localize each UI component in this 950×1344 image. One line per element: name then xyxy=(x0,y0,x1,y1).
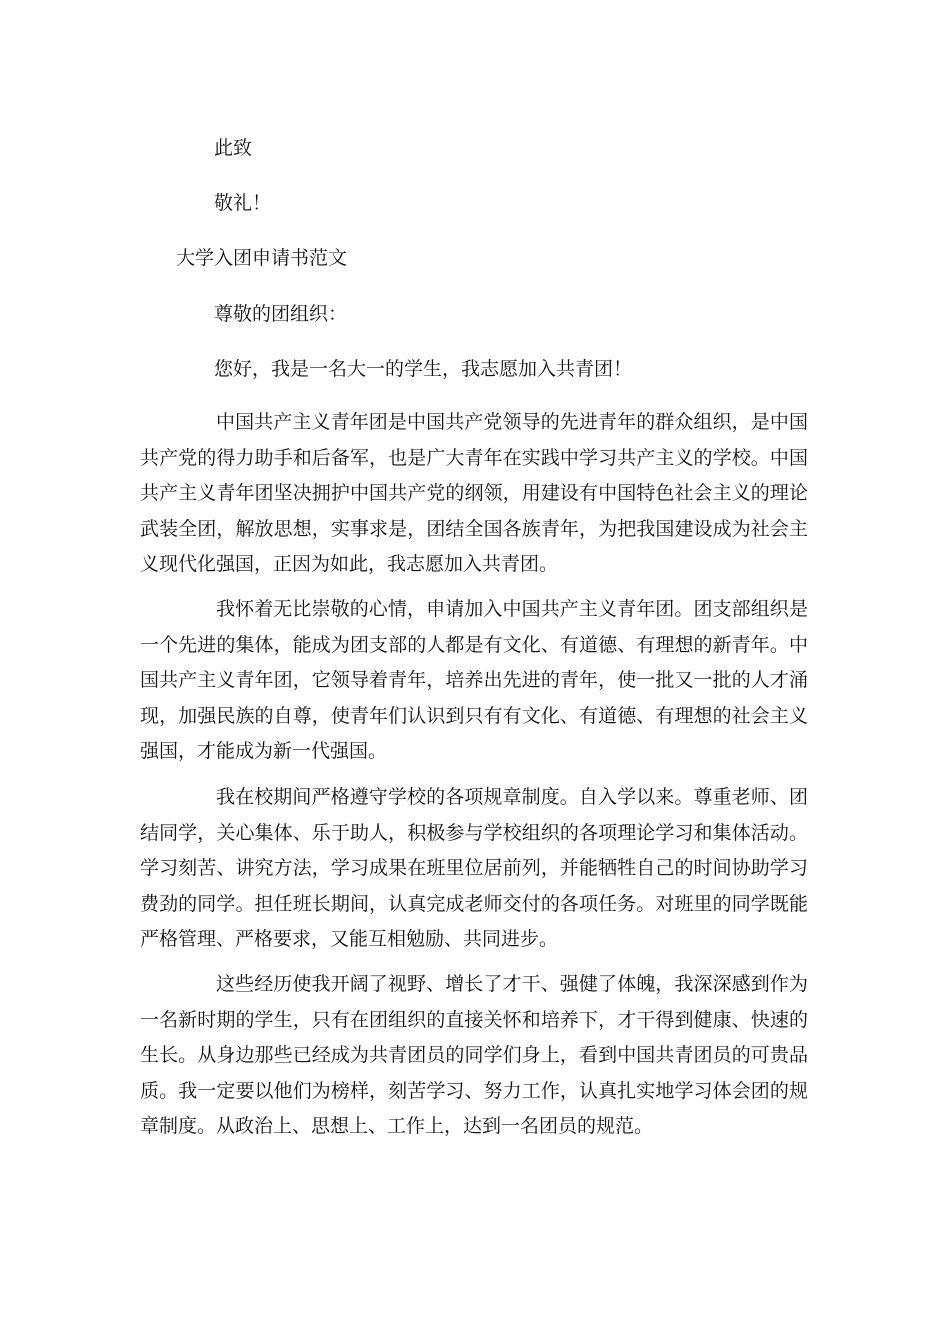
body-paragraph: 这些经历使我开阔了视野、增长了才干、强健了体魄，我深深感到作为一名新时期的学生，只有在团组织的直接关怀和培养下，才干得到健康、快速的生长。从身边那些已经成为共青团员的同学们身上，看到中国共青团员的可贵品质。我一定要以他们为榜样，刻苦学习、努力工作，认真扎实地学习体会团的规章制度。从政治上、思想上、工作上，达到一名团员的规范。 xyxy=(140,973,808,1137)
document-title: 大学入团申请书范文 xyxy=(176,247,348,269)
body-paragraph: 我怀着无比崇敬的心情，申请加入中国共产主义青年团。团支部组织是一个先进的集体，能成为团支部的人都是有文化、有道德、有理想的新青年。中国共产主义青年团，它领导着青年，培养出先进的青年，使一批又一批的人才涌现，加强民族的自尊，使青年们认识到只有有文化、有道德、有理想的社会主义强国，才能成为新一代强国。 xyxy=(140,598,808,762)
salutation: 尊敬的团组织： xyxy=(214,303,348,325)
body-paragraph: 我在校期间严格遵守学校的各项规章制度。自入学以来。尊重老师、团结同学，关心集体、乐于助人，积极参与学校组织的各项理论学习和集体活动。学习刻苦、讲究方法，学习成果在班里位居前列，并能牺牲自己的时间协助学习费劲的同学。担任班长期间，认真完成老师交付的各项任务。对班里的同学既能严格管理、严格要求，又能互相勉励、共同进步。 xyxy=(140,786,808,950)
greeting: 您好，我是一名大一的学生，我志愿加入共青团！ xyxy=(214,358,633,380)
closing-line-1: 此致 xyxy=(214,137,253,159)
body-paragraph: 中国共产主义青年团是中国共产党领导的先进青年的群众组织，是中国共产党的得力助手和后备军，也是广大青年在实践中学习共产主义的学校。中国共产主义青年团坚决拥护中国共产党的纲领，用建设有中国特色社会主义的理论武装全团，解放思想，实事求是，团结全国各族青年，为把我国建设成为社会主义现代化强国，正因为如此，我志愿加入共青团。 xyxy=(140,411,808,575)
closing-line-2: 敬礼！ xyxy=(214,192,272,214)
